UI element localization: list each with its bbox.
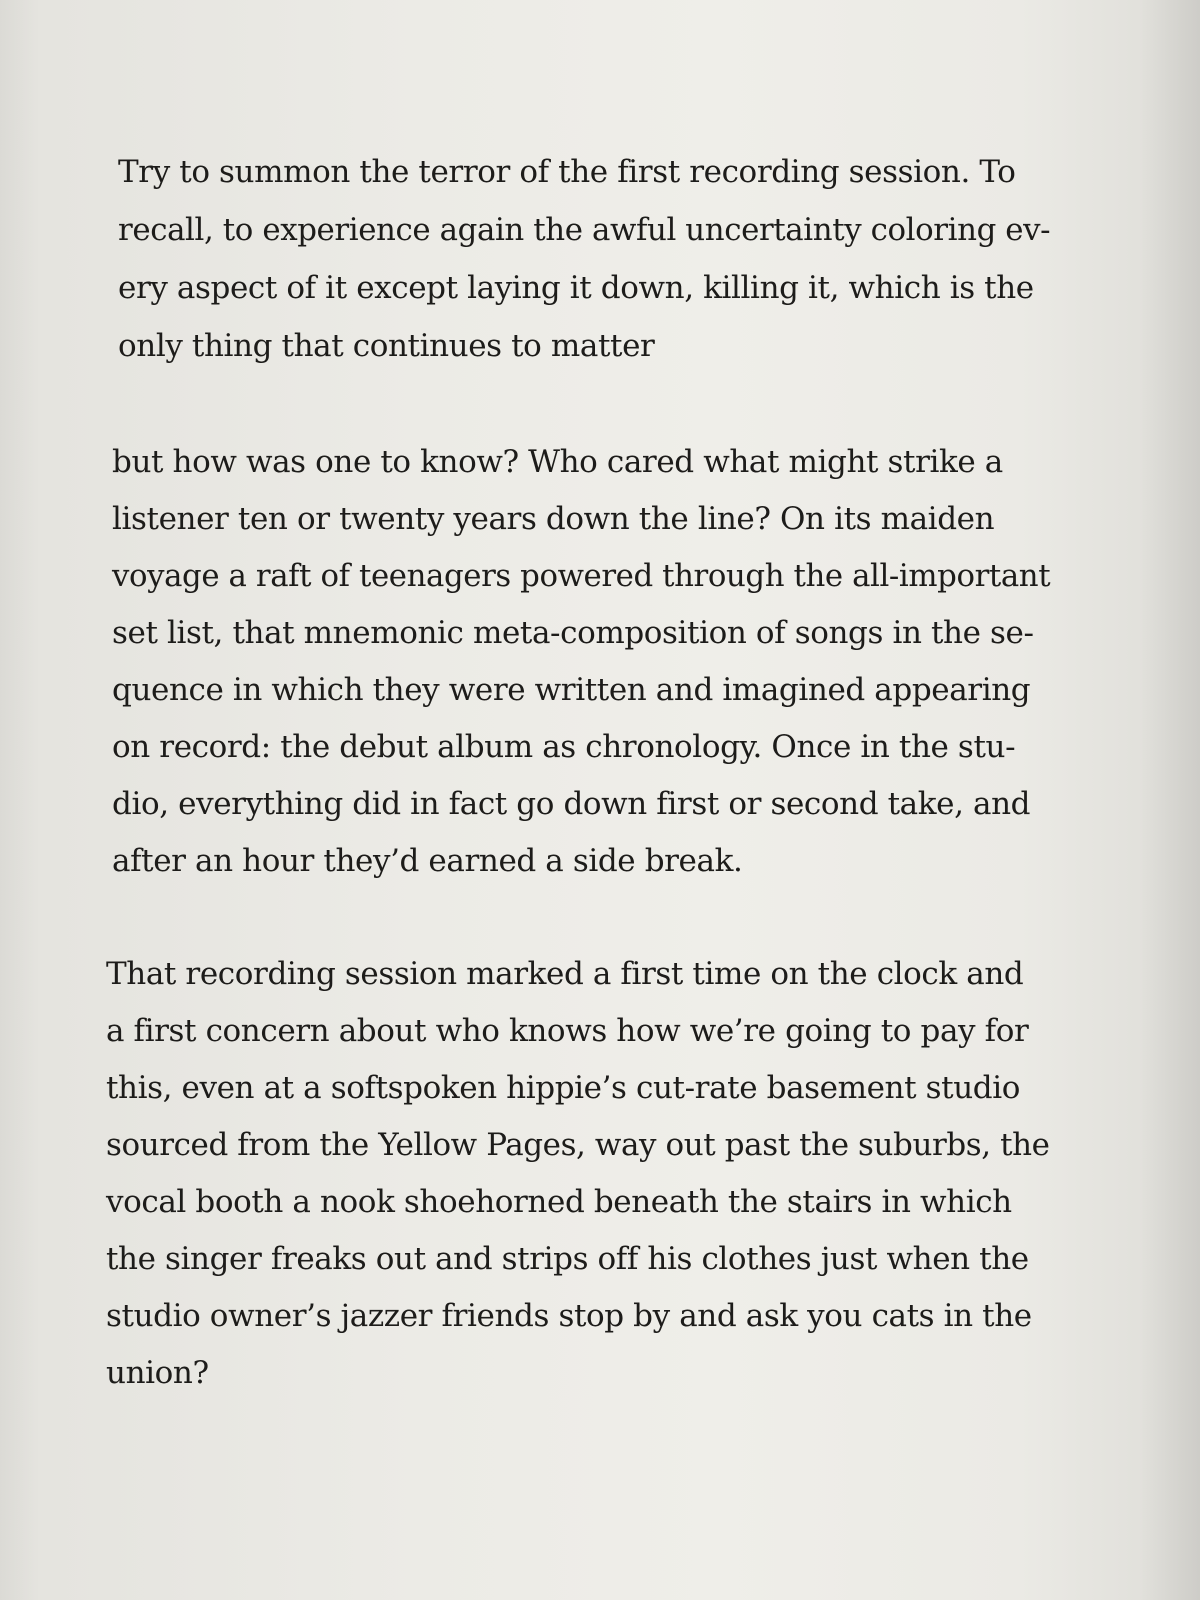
text-line: the singer freaks out and strips off his clothes just when the (106, 1241, 1029, 1277)
text-line: a first concern about who knows how we’re going to pay for (106, 1013, 1029, 1049)
text-line: on record: the debut album as chronology. Once in the stu- (112, 729, 1016, 765)
text-line: dio, everything did in fact go down first or second take, and (112, 786, 1031, 822)
text-line: That recording session marked a first time on the clock and (106, 956, 1024, 992)
page-edge-shadow-left (0, 0, 40, 1600)
text-line: listener ten or twenty years down the line? On its maiden (112, 501, 995, 537)
text-line: ery aspect of it except laying it down, killing it, which is the (118, 270, 1034, 306)
text-line: studio owner’s jazzer friends stop by and ask you cats in the (106, 1298, 1032, 1334)
text-line: recall, to experience again the awful uncertainty coloring ev- (118, 212, 1051, 248)
text-line: sourced from the Yellow Pages, way out past the suburbs, the (106, 1127, 1050, 1163)
text-line: quence in which they were written and imagined appearing (112, 672, 1031, 708)
text-line: voyage a raft of teenagers powered through the all-important (112, 558, 1051, 594)
text-line: union? (106, 1355, 209, 1391)
text-line: set list, that mnemonic meta-composition of songs in the se- (112, 615, 1034, 651)
text-line: vocal booth a nook shoehorned beneath the stairs in which (106, 1184, 1012, 1220)
text-line: only thing that continues to matter (118, 328, 655, 364)
page-gutter-shadow-right (1140, 0, 1200, 1600)
text-line: after an hour they’d earned a side break. (112, 843, 743, 879)
text-line: this, even at a softspoken hippie’s cut-rate basement studio (106, 1070, 1020, 1106)
text-line: but how was one to know? Who cared what might strike a (112, 444, 1003, 480)
text-line: Try to summon the terror of the first recording session. To (118, 154, 1016, 190)
